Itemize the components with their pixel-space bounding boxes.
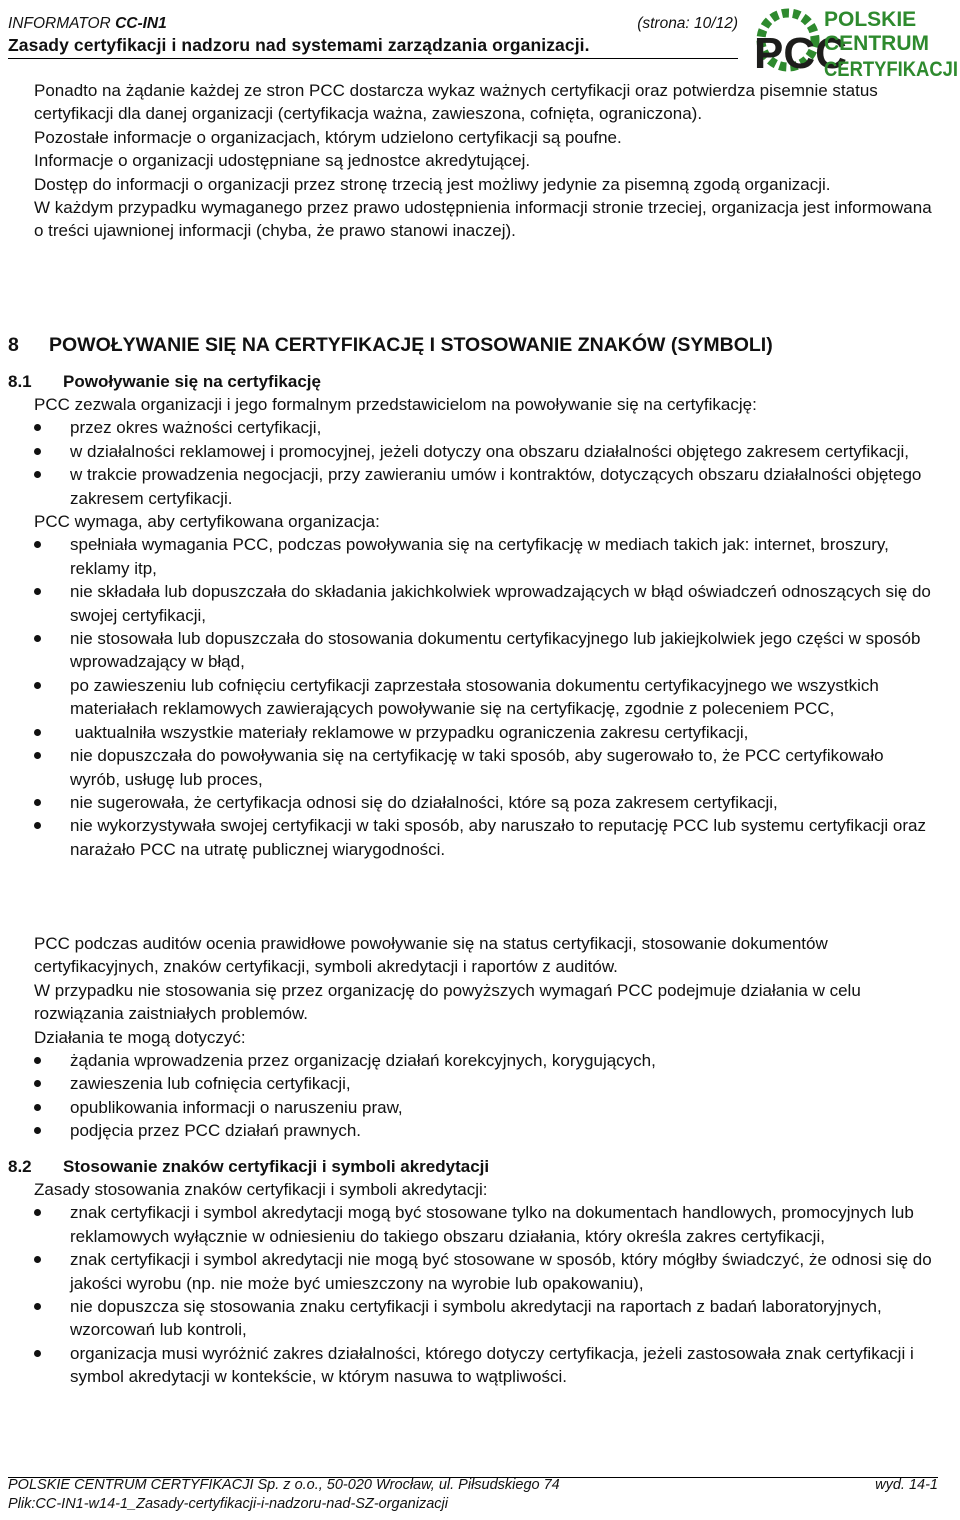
actions-list (34, 1049, 934, 1143)
footer-company: POLSKIE CENTRUM CERTYFIKACJI Sp. z o.o., 50-020 Wrocław, ul. Piłsudskiego 74 (8, 1477, 560, 1493)
list-item: nie wykorzystywała swojej certyfikacji w taki sposób, aby naruszało to reputację PCC lub systemu certyfikacji oraz narażało PCC na utratę publicznej wiarygodności. (34, 814, 934, 861)
list-item: opublikowania informacji o naruszeniu praw, (34, 1096, 934, 1119)
paragraph: W przypadku nie stosowania się przez organizację do powyższych wymagań PCC podejmuje działania w celu rozwiązania zaistniałych problemów. (34, 980, 861, 1024)
list-item: po zawieszeniu lub cofnięciu certyfikacji zaprzestała stosowania dokumentu certyfikacyjnego we wszystkich materiałach reklamowych zawierających powoływanie się na certyfikację, zgodnie z poleceniem PCC, (34, 674, 934, 721)
lead-text: Zasady stosowania znaków certyfikacji i symboli akredytacji: (34, 1180, 488, 1199)
list-item: nie stosowała lub dopuszczała do stosowania dokumentu certyfikacyjnego lub jakiejkolwiek jego części w sposób wprowadzający w błąd, (34, 627, 934, 674)
intro-paragraph: Pozostałe informacje o organizacjach, którym udzielono certyfikacji są poufne. (34, 127, 622, 147)
audit-paragraphs (34, 932, 934, 1143)
footer-filename: Plik:CC-IN1-w14-1_Zasady-certyfikacji-i-nadzoru-nad-SZ-organizacji (8, 1496, 448, 1512)
subsection-number: 8.2 (8, 1157, 32, 1176)
logo-line-2: CENTRUM (824, 32, 929, 55)
intro-paragraph: W każdym przypadku wymaganego przez prawo udostępnienia informacji stronie trzeciej, organizacja jest informowana o treści ujawnionej informacji (chyba, że prawo stanowi inaczej). (34, 198, 932, 241)
intro-paragraph: Informacje o organizacji udostępniane są jednostce akredytującej. (34, 151, 531, 171)
list-item: żądania wprowadzenia przez organizację działań korekcyjnych, korygujących, (34, 1049, 934, 1072)
footer-edition: wyd. 14-1 (875, 1477, 938, 1493)
list-item: przez okres ważności certyfikacji, (34, 416, 934, 439)
page-number: (strona: 10/12) (637, 15, 738, 32)
logo-line-1: POLSKIE (824, 8, 917, 31)
document-title: Zasady certyfikacji i nadzoru nad systemami zarządzania organizacji. (8, 35, 590, 55)
list-item: podjęcia przez PCC działań prawnych. (34, 1119, 934, 1142)
list-item: nie składała lub dopuszczała do składania jakichkolwiek wprowadzających w błąd oświadczeń odnoszących się do swojej certyfikacji, (34, 580, 934, 627)
section-title: POWOŁYWANIE SIĘ NA CERTYFIKACJĘ I STOSOWANIE ZNAKÓW (SYMBOLI) (49, 334, 773, 356)
logo-line-3: CERTYFIKACJI (824, 58, 958, 80)
logo-mark: PCC (754, 29, 847, 78)
subsection-8-2-heading (8, 1155, 489, 1178)
page-footer (8, 1476, 938, 1514)
lead-text: PCC zezwala organizacji i jego formalnym przedstawicielom na powoływanie się na certyfikację: (34, 395, 757, 414)
document-code (8, 14, 167, 34)
list-item: nie sugerowała, że certyfikacja odnosi się do działalności, które są poza zakresem certyfikacji, (34, 791, 934, 814)
document-code-value: CC-IN1 (115, 15, 167, 32)
list-item: nie dopuszcza się stosowania znaku certyfikacji i symbolu akredytacji na raportach z badań laboratoryjnych, wzorcowań lub kontroli, (34, 1295, 934, 1342)
list-item: nie dopuszczała do powoływania się na certyfikację w taki sposób, aby sugerowało to, że PCC certyfikowało wyrób, usługę lub proces, (34, 744, 934, 791)
subsection-title: Stosowanie znaków certyfikacji i symboli akredytacji (63, 1157, 490, 1176)
list-item: znak certyfikacji i symbol akredytacji mogą być stosowane tylko na dokumentach handlowych, promocyjnych lub reklamowych wyłącznie w odniesieniu do takiego obszaru działania, który określa zakres certyfikacji, (34, 1201, 934, 1248)
list-item: zawieszenia lub cofnięcia certyfikacji, (34, 1072, 934, 1095)
subsection-number: 8.1 (8, 372, 32, 391)
section-8-heading (8, 332, 773, 358)
document-code-prefix: INFORMATOR (8, 15, 116, 32)
permission-list (34, 416, 934, 510)
intro-text (34, 79, 934, 243)
page-header (8, 14, 738, 56)
list-item: w działalności reklamowej i promocyjnej, jeżeli dotyczy ona obszaru działalności objętego zakresem certyfikacji, (34, 440, 934, 463)
subsection-title: Powoływanie się na certyfikację (63, 372, 321, 391)
header-meta-row (8, 14, 738, 34)
list-item: organizacja musi wyróżnić zakres działalności, którego dotyczy certyfikacja, jeżeli zastosowała znak certyfikacji i symbol akredytacji w kontekście, w którym nasuwa to wątpliwości. (34, 1342, 934, 1389)
paragraph: PCC podczas auditów ocenia prawidłowe powoływanie się na status certyfikacji, stosowanie dokumentów certyfikacyjnych, znaków certyfikacji, symboli akredytacji i raportów z auditów. (34, 934, 828, 977)
header-divider (8, 58, 738, 59)
subsection-8-1-heading (8, 370, 321, 393)
pcc-logo (742, 2, 960, 80)
requirements-list (34, 533, 934, 861)
lead-text: PCC wymaga, aby certyfikowana organizacja: (34, 512, 380, 532)
list-item: uaktualniła wszystkie materiały reklamowe w przypadku ograniczenia zakresu certyfikacji, (34, 721, 934, 744)
footer-row (8, 1476, 938, 1495)
intro-paragraph: Ponadto na żądanie każdej ze stron PCC dostarcza wykaz ważnych certyfikacji oraz potwierdza pisemnie status certyfikacji dla danej organizacji (certyfikacja ważna, zawieszona, cofnięta, ograniczona). (34, 81, 878, 124)
mark-rules-list (34, 1201, 934, 1388)
list-item: spełniała wymagania PCC, podczas powoływania się na certyfikację w mediach takich jak: internet, broszury, reklamy itp, (34, 533, 934, 580)
list-item: znak certyfikacji i symbol akredytacji nie mogą być stosowane w sposób, który mógłby świadczyć, że odnosi się do jakości wyrobu (np. nie może być umieszczony na wyrobie lub opakowaniu), (34, 1248, 934, 1295)
subsection-8-2-body (34, 1178, 934, 1389)
section-number: 8 (8, 334, 19, 356)
paragraph: Działania te mogą dotyczyć: (34, 1027, 246, 1047)
intro-paragraph: Dostęp do informacji o organizacji przez stronę trzecią jest możliwy jedynie za pisemną zgodą organizacji. (34, 174, 831, 194)
subsection-8-1-body (34, 393, 934, 861)
list-item: w trakcie prowadzenia negocjacji, przy zawieraniu umów i kontraktów, dotyczących obszaru działalności objętego zakresem certyfikacji. (34, 463, 934, 510)
